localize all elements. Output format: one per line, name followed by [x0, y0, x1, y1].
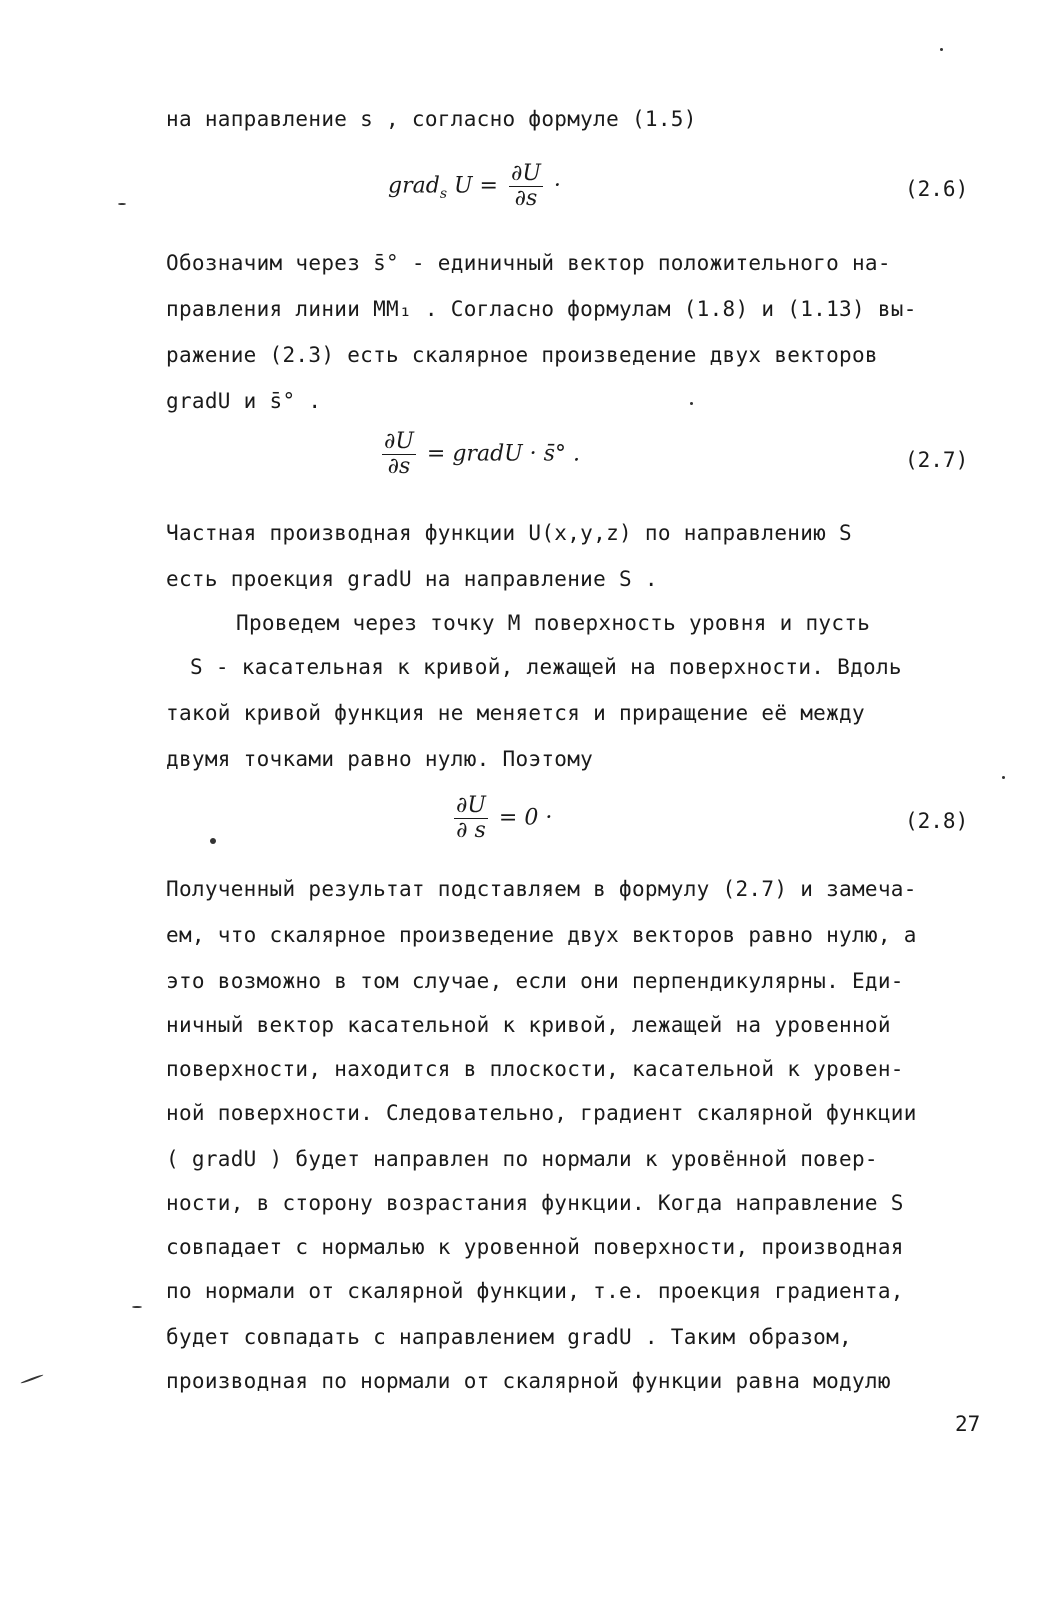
text-line-19: ности, в сторону возрастания функции. Когда направление S [166, 1191, 904, 1215]
eq27-denominator: ∂s [387, 454, 411, 479]
eq26-fraction [509, 162, 543, 211]
scan-speck [690, 402, 693, 405]
text-line-10: такой кривой функция не меняется и приращение её между [166, 701, 865, 725]
text-line-1: на направление s , согласно формуле (1.5) [166, 107, 697, 131]
text-line-13: ем, что скалярное произведение двух векторов равно нулю, а [166, 923, 917, 947]
text-line-8: Проведем через точку M поверхность уровня и пусть [236, 611, 871, 635]
text-line-17: ной поверхности. Следовательно, градиент скалярной функции [166, 1101, 917, 1125]
text-line-2: Обозначим через s̄° - единичный вектор положительного на- [166, 251, 891, 275]
eq26-equals: = [479, 173, 498, 199]
eq26-u: U [454, 173, 473, 199]
eq28-fraction [454, 794, 488, 843]
text-line-22: будет совпадать с направлением gradU . Таким образом, [166, 1325, 852, 1349]
eq26-numerator: ∂U [510, 161, 541, 186]
scan-speck [20, 1374, 43, 1384]
scan-speck [132, 1306, 142, 1308]
equation-2-6 [388, 162, 561, 211]
text-line-21: по нормали от скалярной функции, т.е. проекция градиента, [166, 1279, 904, 1303]
text-line-18: ( gradU ) будет направлен по нормали к уровённой повер- [166, 1147, 878, 1171]
text-line-15: ничный вектор касательной к кривой, лежащей на уровенной [166, 1013, 891, 1037]
eq26-tail: · [553, 173, 561, 199]
equation-number-2-7: (2.7) [905, 448, 969, 472]
eq27-tail: . [572, 441, 580, 467]
text-line-9: S - касательная к кривой, лежащей на поверхности. Вдоль [190, 655, 902, 679]
scan-speck [210, 838, 216, 844]
eq27-rhs: = gradU · s̄° [426, 441, 566, 467]
eq26-denominator: ∂s [514, 186, 538, 211]
text-line-3: правления линии ММ₁ . Согласно формулам (1.8) и (1.13) вы- [166, 297, 917, 321]
equation-2-7 [378, 430, 580, 479]
scan-speck [940, 48, 943, 51]
equation-number-2-6: (2.6) [905, 177, 969, 201]
eq27-numerator: ∂U [384, 429, 414, 454]
eq27-fraction [382, 430, 416, 479]
eq26-grad: grad [388, 173, 440, 199]
scan-speck [118, 203, 126, 205]
text-line-4: ражение (2.3) есть скалярное произведение двух векторов [166, 343, 878, 367]
equation-number-2-8: (2.8) [905, 809, 969, 833]
equation-2-8 [450, 794, 552, 843]
text-line-11: двумя точками равно нулю. Поэтому [166, 747, 594, 771]
text-line-5: gradU и s̄° . [166, 389, 322, 413]
eq26-sub: s [439, 185, 447, 202]
eq28-numerator: ∂U [456, 793, 486, 818]
eq28-denominator: ∂ s [456, 818, 486, 843]
eq28-rhs: = 0 [498, 805, 539, 831]
scan-speck [1002, 776, 1005, 779]
text-line-20: совпадает с нормалью к уровенной поверхности, производная [166, 1235, 904, 1259]
text-line-16: поверхности, находится в плоскости, касательной к уровен- [166, 1057, 904, 1081]
text-line-12: Полученный результат подставляем в формулу (2.7) и замеча- [166, 877, 917, 901]
text-line-7: есть проекция gradU на направление S . [166, 567, 658, 591]
eq28-tail: · [545, 805, 553, 831]
page-number: 27 [955, 1412, 981, 1436]
text-line-6: Частная производная функции U(x,y,z) по направлению S [166, 521, 852, 545]
text-line-14: это возможно в том случае, если они перпендикулярны. Еди- [166, 969, 904, 993]
text-line-23: производная по нормали от скалярной функции равна модулю [166, 1369, 891, 1393]
